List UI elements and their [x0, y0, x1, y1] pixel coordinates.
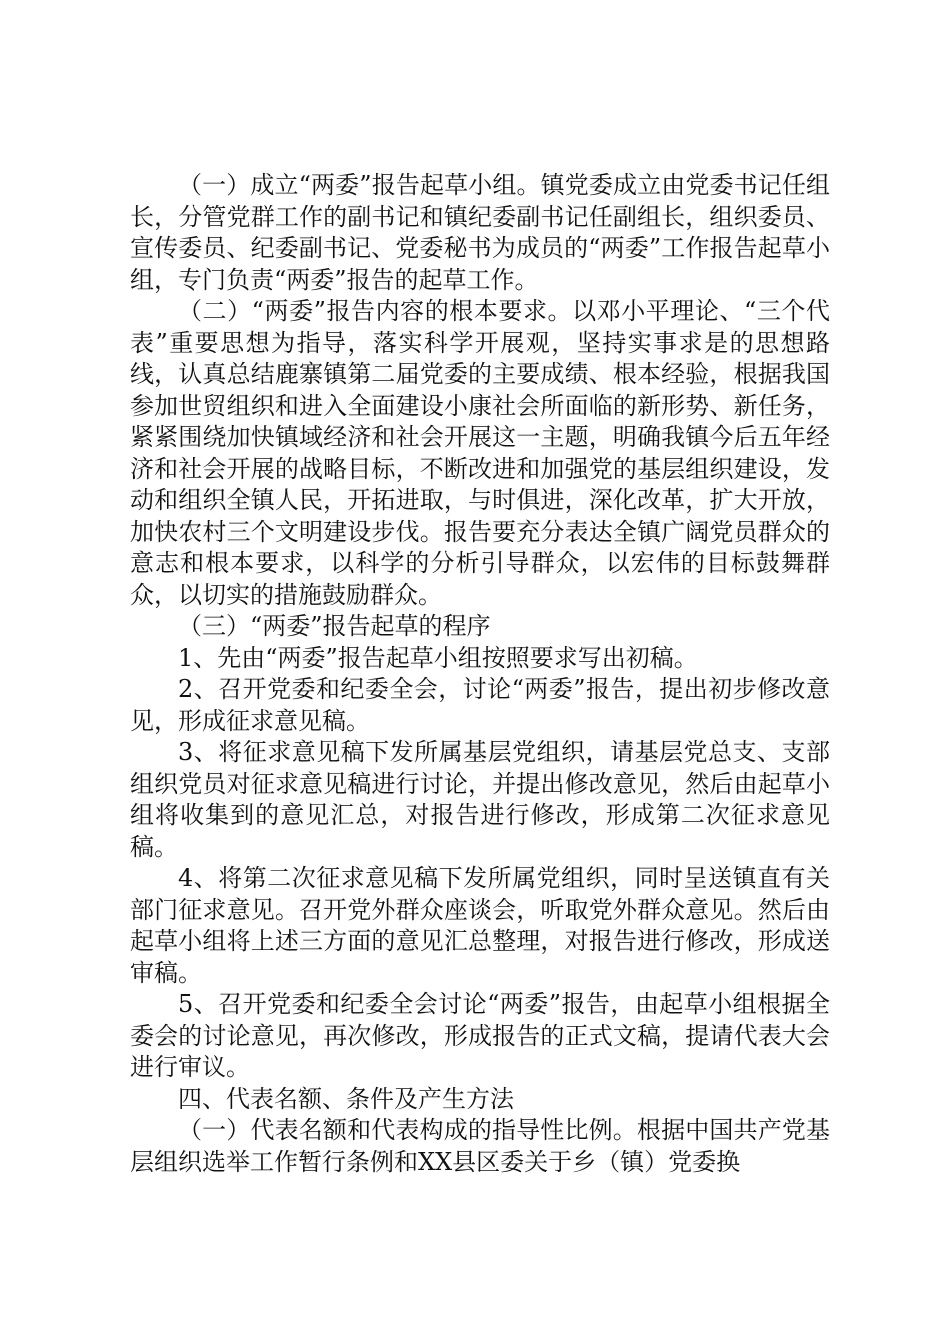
document-body	[130, 170, 830, 1178]
paragraph-step-4: 4、将第二次征求意见稿下发所属党组织，同时呈送镇直有关部门征求意见。召开党外群众座谈会，听取党外群众意见。然后由起草小组将上述三方面的意见汇总整理，对报告进行修改，形成送审稿。	[130, 864, 830, 987]
section-heading-delegates: 四、代表名额、条件及产生方法	[178, 1084, 514, 1113]
paragraph-delegate-quota: （一）代表名额和代表构成的指导性比例。根据中国共产党基层组织选举工作暂行条例和XX县区委关于乡（镇）党委换	[130, 1116, 830, 1176]
paragraph-step-5: 5、召开党委和纪委全会讨论“两委”报告，由起草小组根据全委会的讨论意见，再次修改，形成报告的正式文稿，提请代表大会进行审议。	[130, 990, 830, 1081]
paragraph-report-requirements: （二）“两委”报告内容的根本要求。以邓小平理论、“三个代表”重要思想为指导，落实科学开展观，坚持实事求是的思想路线，认真总结鹿寨镇第二届党委的主要成绩、根本经验，根据我国参加世贸组织和进入全面建设小康社会所面临的新形势、新任务，紧紧围绕加快镇域经济和社会开展这一主题，明确我镇今后五年经济和社会开展的战略目标，不断改进和加强党的基层组织建设，发动和组织全镇人民，开拓进取，与时俱进，深化改革，扩大开放，加快农村三个文明建设步伐。报告要充分表达全镇广阔党员群众的意志和根本要求，以科学的分析引导群众，以宏伟的目标鼓舞群众，以切实的措施鼓励群众。	[130, 297, 830, 609]
paragraph-drafting-group: （一）成立“两委”报告起草小组。镇党委成立由党委书记任组长，分管党群工作的副书记和镇纪委副书记任副组长，组织委员、宣传委员、纪委副书记、党委秘书为成员的“两委”工作报告起草小组，专门负责“两委”报告的起草工作。	[130, 171, 830, 294]
paragraph-drafting-procedure-heading: （三）“两委”报告起草的程序	[178, 612, 491, 640]
paragraph-step-2: 2、召开党委和纪委全会，讨论“两委”报告，提出初步修改意见，形成征求意见稿。	[130, 675, 830, 735]
paragraph-step-3: 3、将征求意见稿下发所属基层党组织，请基层党总支、支部组织党员对征求意见稿进行讨论，并提出修改意见，然后由起草小组将收集到的意见汇总，对报告进行修改，形成第二次征求意见稿。	[130, 738, 830, 861]
paragraph-step-1: 1、先由“两委”报告起草小组按照要求写出初稿。	[178, 643, 698, 672]
